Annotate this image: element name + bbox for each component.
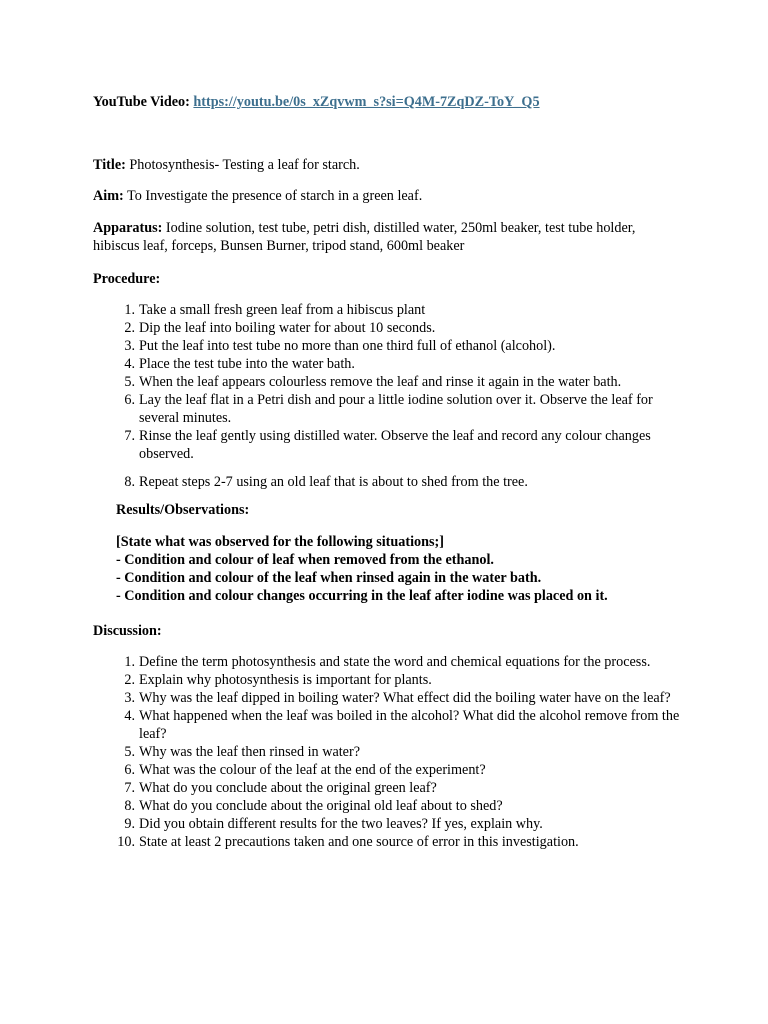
apparatus-text: Iodine solution, test tube, petri dish, distilled water, 250ml beaker, test tube holder, hibiscus leaf, forceps, Bunsen Burner, tripod stand, 600ml beaker bbox=[93, 220, 636, 254]
results-line: [State what was observed for the following situations;] bbox=[116, 534, 445, 550]
list-item: 7. Rinse the leaf gently using distilled water. Observe the leaf and record any colour changes observed. bbox=[124, 428, 651, 462]
list-item: 4. What happened when the leaf was boiled in the alcohol? What did the alcohol remove from the leaf? bbox=[124, 708, 680, 742]
youtube-link[interactable]: https://youtu.be/0s_xZqvwm_s?si=Q4M-7ZqDZ-ToY_Q5 bbox=[193, 94, 540, 110]
list-item: 7. What do you conclude about the original green leaf? bbox=[124, 780, 437, 796]
discussion-heading: Discussion: bbox=[93, 623, 162, 639]
youtube-line bbox=[93, 93, 683, 111]
list-item: 4. Place the test tube into the water bath. bbox=[124, 356, 355, 372]
results-line: - Condition and colour of leaf when removed from the ethanol. bbox=[116, 552, 494, 568]
list-item: 6. Lay the leaf flat in a Petri dish and pour a little iodine solution over it. Observe the leaf for several minutes. bbox=[124, 392, 653, 426]
results-instructions bbox=[116, 533, 706, 605]
list-item: 3. Put the leaf into test tube no more than one third full of ethanol (alcohol). bbox=[124, 338, 556, 354]
list-item: 1. Define the term photosynthesis and state the word and chemical equations for the process. bbox=[124, 654, 651, 670]
apparatus-label: Apparatus: bbox=[93, 220, 163, 236]
procedure-list-continued bbox=[93, 473, 683, 491]
list-item: 9. Did you obtain different results for the two leaves? If yes, explain why. bbox=[124, 816, 543, 832]
youtube-label: YouTube Video: bbox=[93, 94, 190, 110]
procedure-list bbox=[93, 301, 683, 463]
list-item: 5. When the leaf appears colourless remove the leaf and rinse it again in the water bath. bbox=[124, 374, 622, 390]
discussion-list bbox=[93, 653, 683, 851]
list-item: 3. Why was the leaf dipped in boiling water? What effect did the boiling water have on the leaf? bbox=[124, 690, 671, 706]
list-item: 8. What do you conclude about the original old leaf about to shed? bbox=[124, 798, 503, 814]
list-item: 10. State at least 2 precautions taken and one source of error in this investigation. bbox=[117, 834, 579, 850]
procedure-heading: Procedure: bbox=[93, 271, 161, 287]
title-text: Photosynthesis- Testing a leaf for starch. bbox=[125, 157, 360, 173]
results-line: - Condition and colour changes occurring in the leaf after iodine was placed on it. bbox=[116, 588, 608, 604]
list-item: 6. What was the colour of the leaf at the end of the experiment? bbox=[124, 762, 486, 778]
list-item: 5. Why was the leaf then rinsed in water? bbox=[124, 744, 361, 760]
list-item: 2. Explain why photosynthesis is important for plants. bbox=[124, 672, 432, 688]
title-label: Title: bbox=[93, 157, 126, 173]
list-item: 8. Repeat steps 2-7 using an old leaf that is about to shed from the tree. bbox=[124, 474, 528, 490]
results-heading: Results/Observations: bbox=[116, 502, 250, 518]
apparatus-line bbox=[93, 219, 683, 255]
results-line: - Condition and colour of the leaf when rinsed again in the water bath. bbox=[116, 570, 542, 586]
list-item: 2. Dip the leaf into boiling water for about 10 seconds. bbox=[124, 320, 436, 336]
list-item: 1. Take a small fresh green leaf from a hibiscus plant bbox=[124, 302, 426, 318]
aim-text: To Investigate the presence of starch in a green leaf. bbox=[123, 188, 423, 204]
aim-line bbox=[93, 187, 683, 205]
aim-label: Aim: bbox=[93, 188, 124, 204]
title-line bbox=[93, 156, 683, 174]
